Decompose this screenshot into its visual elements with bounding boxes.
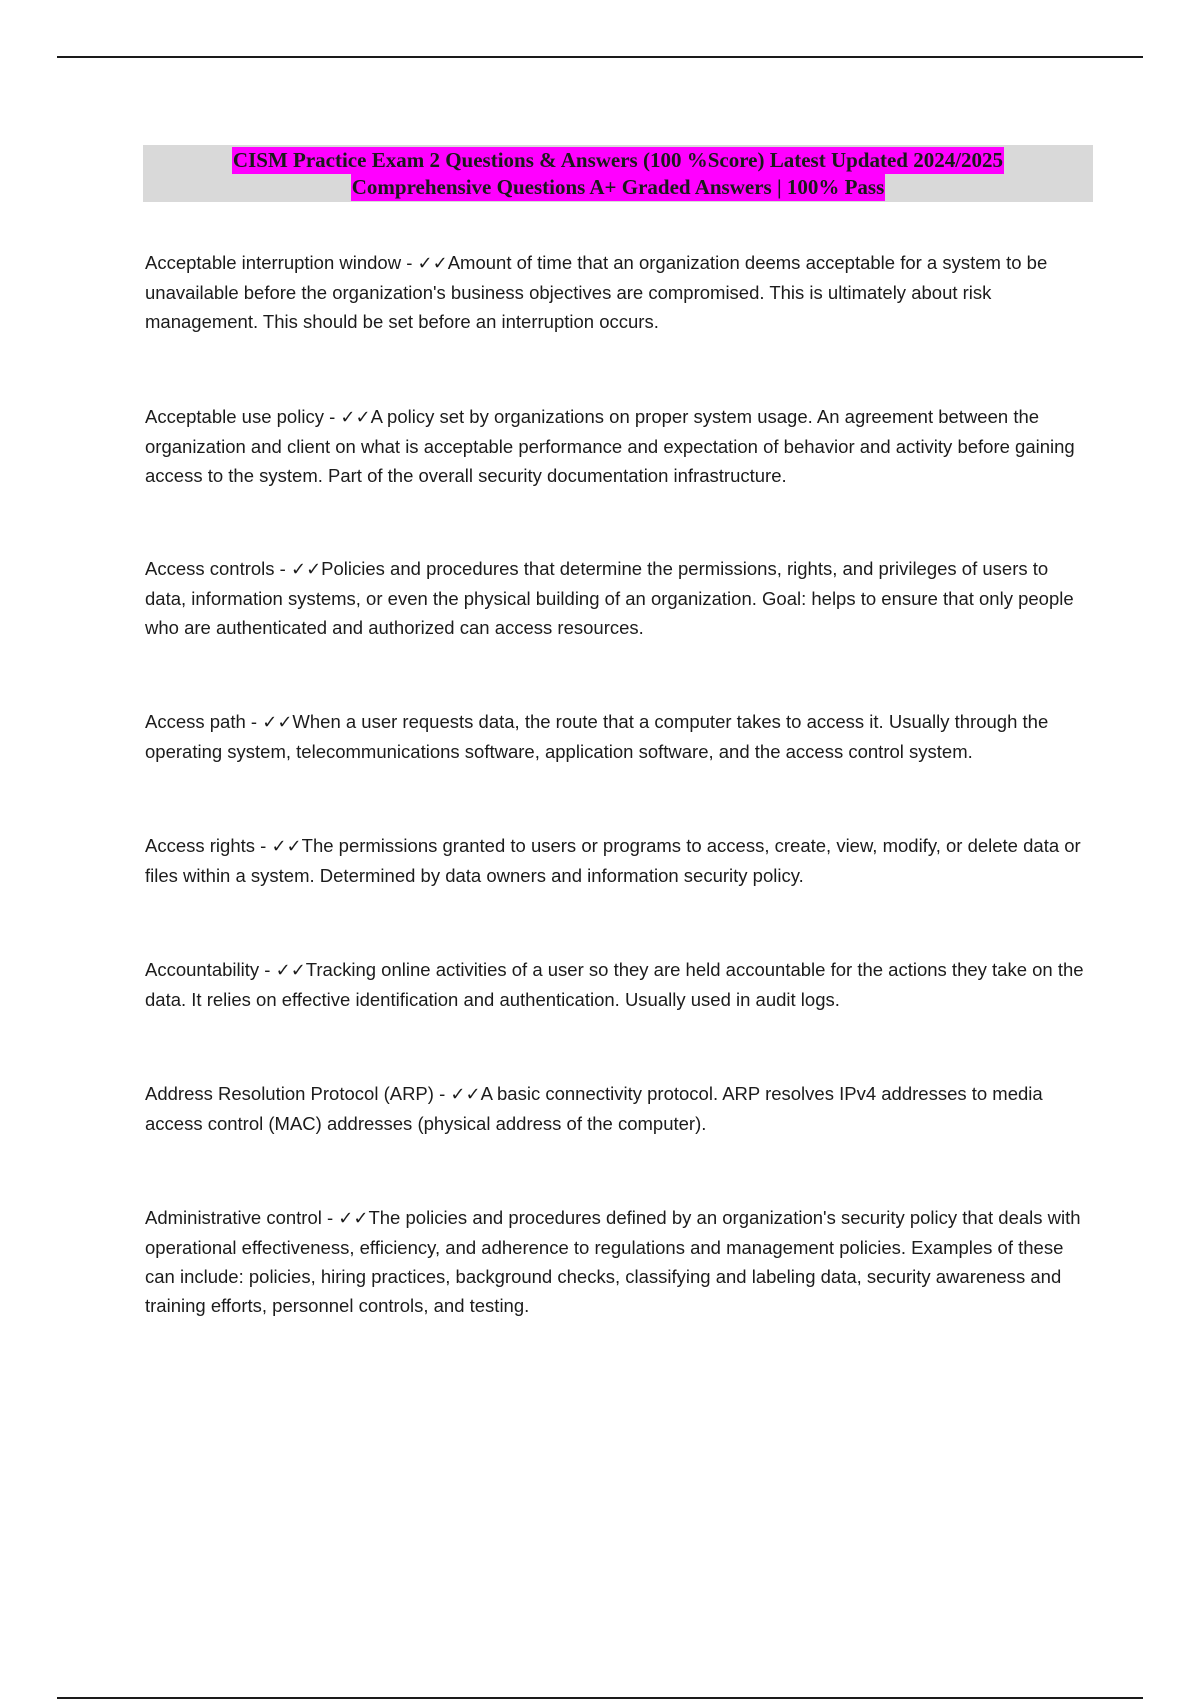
entry-definition: A policy set by organizations on proper system usage. An agreement between the organization and client on what is acceptable performance and expectation of behavior and activity before gaining access to the system. Part of the overall security documentation infrastructure.: [145, 406, 1075, 486]
entry-term: Administrative control: [145, 1207, 322, 1228]
entry-term: Acceptable use policy: [145, 406, 324, 427]
glossary-entry: [145, 1203, 1090, 1320]
bottom-rule: [57, 1697, 1143, 1699]
entry-term: Access rights: [145, 835, 256, 856]
entry-separator: -: [433, 1083, 451, 1104]
entry-separator: -: [259, 959, 276, 980]
glossary-entry: [145, 402, 1090, 490]
double-check-icon: ✓✓: [340, 407, 371, 428]
entry-separator: -: [274, 558, 291, 579]
glossary-entry: [145, 248, 1090, 336]
double-check-icon: ✓✓: [450, 1084, 481, 1105]
entry-term: Access path: [145, 711, 246, 732]
entry-separator: -: [245, 711, 263, 732]
entry-definition: Policies and procedures that determine the permissions, rights, and privileges of users to data, information systems, or even the physical building of an organization. Goal: helps to ensure that only people who are authenticated and authorized can access resources.: [145, 558, 1074, 638]
entry-term: Acceptable interruption window: [145, 252, 402, 273]
double-check-icon: ✓✓: [338, 1208, 369, 1229]
glossary-entries: [145, 248, 1090, 1320]
entry-term: Accountability: [145, 959, 260, 980]
glossary-entry: [145, 554, 1090, 642]
glossary-entry: [145, 831, 1090, 890]
entry-definition: Amount of time that an organization deems acceptable for a system to be unavailable before the organization's business objectives are compromised. This is ultimately about risk management. This should be set before an interruption occurs.: [145, 252, 1048, 332]
entry-term: Access controls: [145, 558, 275, 579]
double-check-icon: ✓✓: [262, 712, 293, 733]
entry-definition: Tracking online activities of a user so they are held accountable for the actions they take on the data. It relies on effective identification and authentication. Usually used in audit logs.: [145, 959, 1084, 1010]
entry-separator: -: [255, 835, 272, 856]
double-check-icon: ✓✓: [417, 253, 448, 274]
document-title-line-2: Comprehensive Questions A+ Graded Answers | 100% Pass: [351, 174, 885, 199]
double-check-icon: ✓✓: [275, 960, 306, 981]
entry-definition: When a user requests data, the route that a computer takes to access it. Usually through the operating system, telecommunications software, application software, and the access control system.: [145, 711, 1049, 762]
entry-separator: -: [401, 252, 418, 273]
double-check-icon: ✓✓: [291, 559, 322, 580]
document-title-line-1: CISM Practice Exam 2 Questions & Answers (100 %Score) Latest Updated 2024/2025: [232, 147, 1004, 172]
double-check-icon: ✓✓: [271, 836, 302, 857]
entry-definition: The policies and procedures defined by an organization's security policy that deals with operational effectiveness, efficiency, and adherence to regulations and management policies. Examples of these can include: policies, hiring practices, background checks, classifying and labeling data, security awareness and training efforts, personnel controls, and testing.: [145, 1207, 1081, 1316]
entry-separator: -: [321, 1207, 339, 1228]
glossary-entry: [145, 1079, 1090, 1138]
glossary-entry: [145, 955, 1090, 1014]
entry-definition: A basic connectivity protocol. ARP resolves IPv4 addresses to media access control (MAC) addresses (physical address of the computer).: [145, 1083, 1043, 1134]
entry-separator: -: [323, 406, 341, 427]
title-banner: [143, 145, 1093, 202]
entry-term: Address Resolution Protocol (ARP): [145, 1083, 434, 1104]
entry-definition: The permissions granted to users or programs to access, create, view, modify, or delete data or files within a system. Determined by data owners and information security policy.: [145, 835, 1081, 886]
top-rule: [57, 56, 1143, 58]
glossary-entry: [145, 707, 1090, 766]
